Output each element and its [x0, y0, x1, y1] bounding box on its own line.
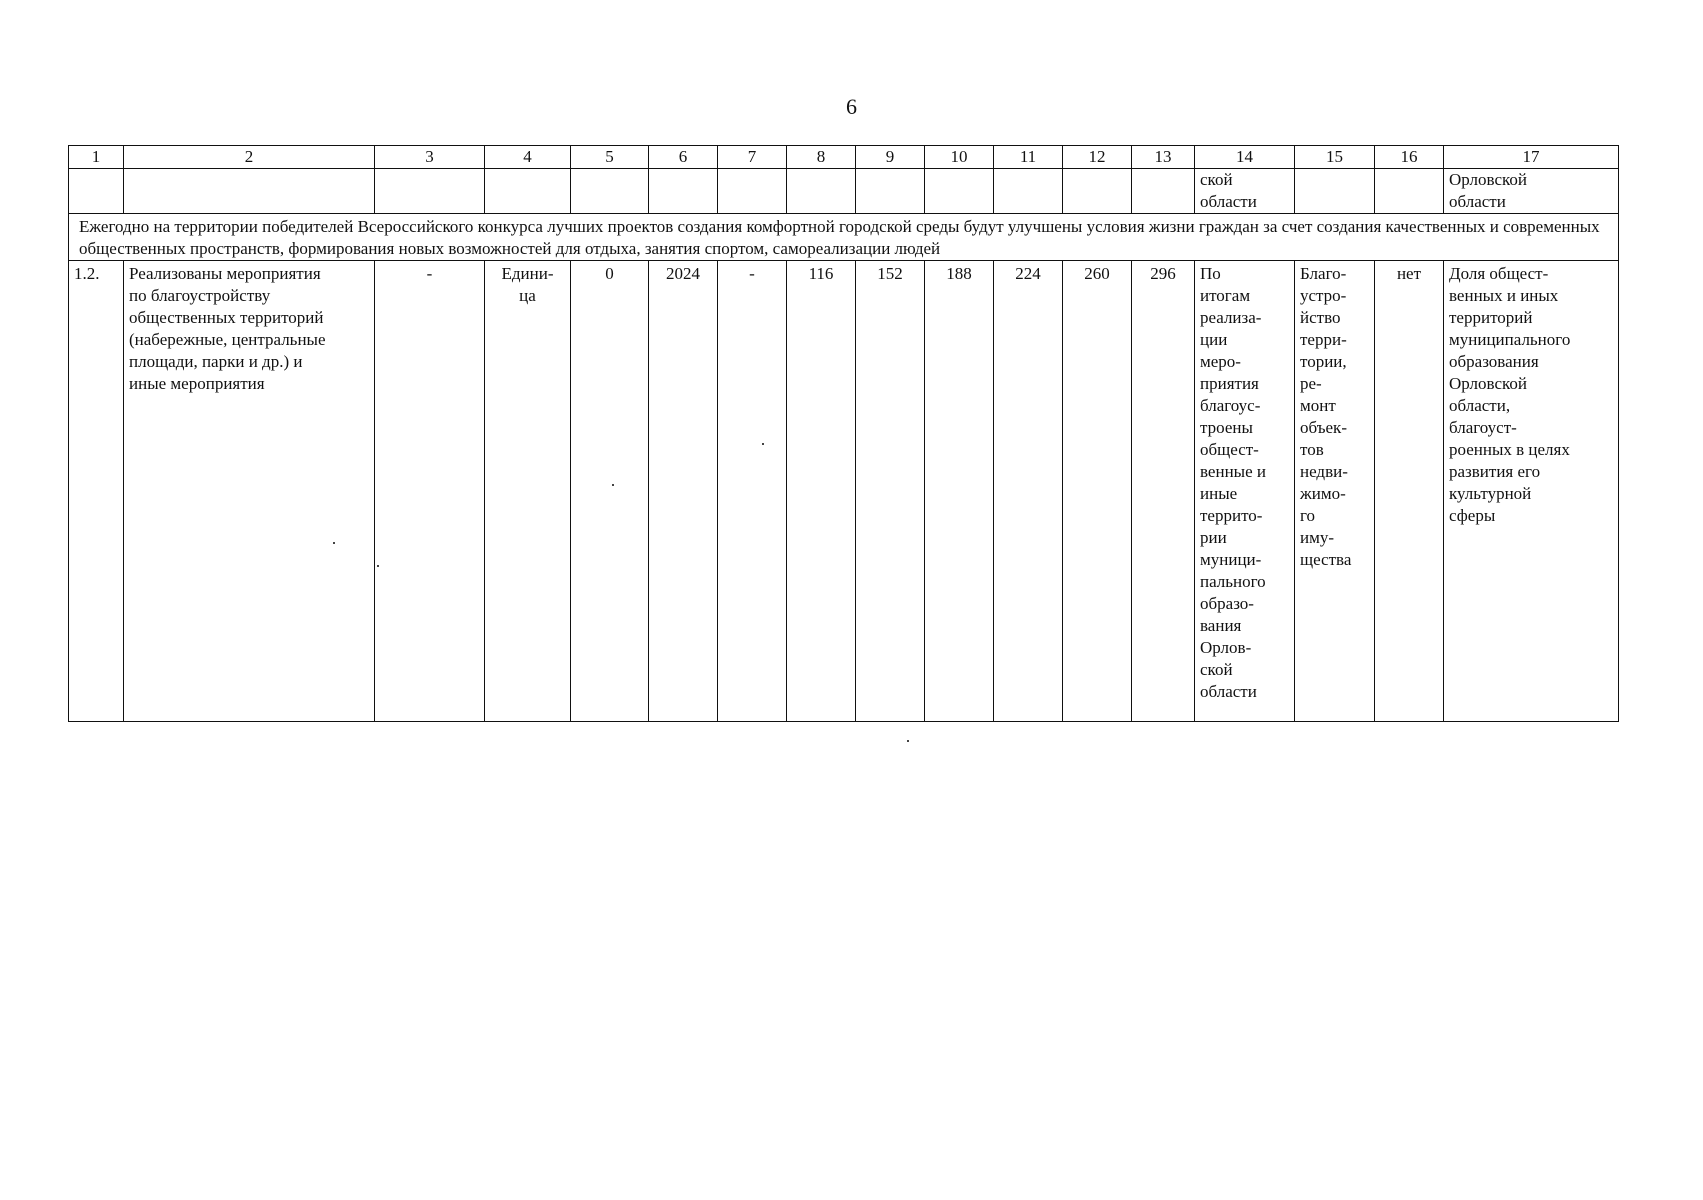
col-number: 2	[124, 146, 375, 169]
col-number: 5	[571, 146, 649, 169]
col-number: 13	[1132, 146, 1195, 169]
col7-value: -	[718, 261, 787, 722]
col-number: 7	[718, 146, 787, 169]
value-cell: 224	[994, 261, 1063, 722]
col-number: 3	[375, 146, 485, 169]
col17-text: Доля общест- венных и иных территорий муниципального образования Орловской области, благоуст- роенных в целях развития его культурной сферы	[1444, 261, 1619, 722]
continuation-col14: ской области	[1195, 169, 1295, 214]
base-year: 2024	[649, 261, 718, 722]
col-number: 6	[649, 146, 718, 169]
col-number: 11	[994, 146, 1063, 169]
col-number: 1	[69, 146, 124, 169]
col3-value: -	[375, 261, 485, 722]
col-number: 17	[1444, 146, 1619, 169]
continuation-row	[69, 169, 1619, 214]
table-row	[69, 261, 1619, 722]
col15-text: Благо- устро- йство терри- тории, ре- монт объек- тов недви- жимо- го иму- щества	[1295, 261, 1375, 722]
indicator-name: Реализованы мероприятия по благоустройству общественных территорий (набережные, центральные площади, парки и др.) и иные мероприятия	[124, 261, 375, 722]
col-number: 15	[1295, 146, 1375, 169]
section-text: Ежегодно на территории победителей Всероссийского конкурса лучших проектов создания комфортной городской среды будут улучшены условия жизни граждан за счет создания качественных и современных общественных пространств, формирования новых возможностей для отдыха, занятия спортом, самореализации людей	[69, 214, 1619, 261]
value-cell: 188	[925, 261, 994, 722]
scan-speck	[612, 484, 614, 486]
base-value: 0	[571, 261, 649, 722]
section-header-row	[69, 214, 1619, 261]
col-number: 14	[1195, 146, 1295, 169]
page-number: 6	[846, 94, 857, 119]
value-cell: 116	[787, 261, 856, 722]
col-number: 10	[925, 146, 994, 169]
scan-speck	[377, 565, 379, 567]
continuation-col17: Орловской области	[1444, 169, 1619, 214]
col-number: 16	[1375, 146, 1444, 169]
col16-value: нет	[1375, 261, 1444, 722]
col-number: 9	[856, 146, 925, 169]
indicator-table	[68, 145, 1619, 722]
row-number: 1.2.	[69, 261, 124, 722]
unit-cell: Едини- ца	[485, 261, 571, 722]
scan-speck	[762, 443, 764, 445]
value-cell: 152	[856, 261, 925, 722]
scan-speck	[333, 542, 335, 544]
col-number: 12	[1063, 146, 1132, 169]
value-cell: 296	[1132, 261, 1195, 722]
col-number: 4	[485, 146, 571, 169]
scan-speck	[907, 740, 909, 742]
column-number-row	[69, 146, 1619, 169]
col-number: 8	[787, 146, 856, 169]
value-cell: 260	[1063, 261, 1132, 722]
col14-text: По итогам реализа- ции меро- приятия благоус- троены общест- венные и иные террито- рии муници- пального образо- вания Орлов- ской области	[1195, 261, 1295, 722]
